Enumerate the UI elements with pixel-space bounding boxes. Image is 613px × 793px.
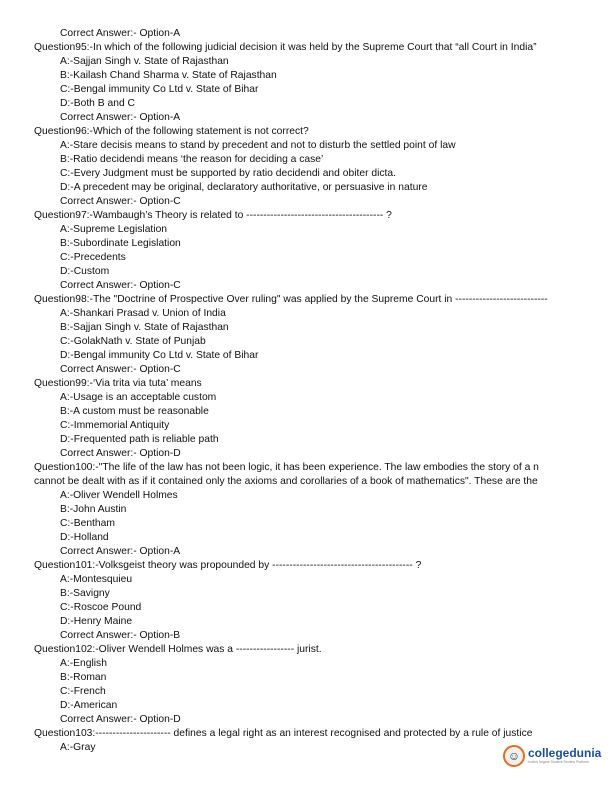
question-line: Question95:-In which of the following judicial decision it was held by the Supreme Court that “all Court in India” bbox=[34, 42, 537, 53]
question-line: Question102:-Oliver Wendell Holmes was a ----------------- jurist. bbox=[34, 644, 322, 655]
option-line: C:-GolakNath v. State of Punjab bbox=[60, 336, 206, 347]
question-line: Question96:-Which of the following statement is not correct? bbox=[34, 126, 309, 137]
option-line: C:-Precedents bbox=[60, 252, 126, 263]
question-document bbox=[0, 27, 613, 755]
question-line: Question101:-Volksgeist theory was propounded by ----------------------------------------- ? bbox=[34, 560, 422, 571]
option-line: D:-Custom bbox=[60, 266, 110, 277]
graduate-avatar-icon: ☺ bbox=[503, 745, 525, 767]
answer-line: Correct Answer:- Option-C bbox=[60, 196, 181, 207]
collegedunia-logo bbox=[503, 740, 607, 772]
question-continuation: cannot be dealt with as if it contained only the axioms and corollaries of a book of mathematics". These are the bbox=[34, 476, 538, 487]
answer-line: Correct Answer:- Option-B bbox=[60, 630, 181, 641]
option-line: B:-John Austin bbox=[60, 504, 127, 515]
option-line: D:-Bengal immunity Co Ltd v. State of Bihar bbox=[60, 350, 259, 361]
question-line: Question99:-‘Via trita via tuta’ means bbox=[34, 378, 202, 389]
logo-brand: collegedunia bbox=[528, 746, 602, 760]
option-line: A:-English bbox=[60, 658, 107, 669]
option-line: D:-Holland bbox=[60, 532, 109, 543]
answer-line: Correct Answer:- Option-A bbox=[60, 28, 181, 39]
option-line: A:-Shankari Prasad v. Union of India bbox=[60, 308, 226, 319]
option-line: D:-A precedent may be original, declaratory authoritative, or persuasive in nature bbox=[60, 182, 428, 193]
option-line: B:-Ratio decidendi means ‘the reason for deciding a case’ bbox=[60, 154, 324, 165]
answer-line: Correct Answer:- Option-D bbox=[60, 448, 181, 459]
option-line: B:-Roman bbox=[60, 672, 107, 683]
option-line: B:-Subordinate Legislation bbox=[60, 238, 181, 249]
option-line: B:-Savigny bbox=[60, 588, 110, 599]
question-line: Question103:---------------------- defines a legal right as an interest recognised and protected by a rule of justice bbox=[34, 728, 533, 739]
option-line: D:-Both B and C bbox=[60, 98, 135, 109]
answer-line: Correct Answer:- Option-D bbox=[60, 714, 181, 725]
option-line: D:-Henry Maine bbox=[60, 616, 133, 627]
option-line: C:-French bbox=[60, 686, 106, 697]
option-line: B:-A custom must be reasonable bbox=[60, 406, 209, 417]
option-line: C:-Immemorial Antiquity bbox=[60, 420, 170, 431]
option-line: C:-Roscoe Pound bbox=[60, 602, 142, 613]
answer-line: Correct Answer:- Option-A bbox=[60, 546, 181, 557]
question-line: Question97:-Wambaugh’s Theory is related to ---------------------------------------- ? bbox=[34, 210, 392, 221]
option-line: A:-Stare decisis means to stand by precedent and not to disturb the settled point of law bbox=[60, 140, 456, 151]
option-line: D:-Frequented path is reliable path bbox=[60, 434, 219, 445]
logo-tagline: India's largest Student Review Platform bbox=[528, 760, 589, 764]
answer-line: Correct Answer:- Option-C bbox=[60, 364, 181, 375]
option-line: C:-Bengal immunity Co Ltd v. State of Bihar bbox=[60, 84, 259, 95]
option-line: D:-American bbox=[60, 700, 118, 711]
answer-line: Correct Answer:- Option-A bbox=[60, 112, 181, 123]
question-line: Question100:-"The life of the law has not been logic, it has been experience. The law embodies the story of a n bbox=[34, 462, 539, 473]
option-line: A:-Gray bbox=[60, 742, 96, 753]
question-line: Question98:-The "Doctrine of Prospective Over ruling" was applied by the Supreme Court in --------------------------- bbox=[34, 294, 548, 305]
option-line: C:-Every Judgment must be supported by ratio decidendi and obiter dicta. bbox=[60, 168, 396, 179]
option-line: A:-Usage is an acceptable custom bbox=[60, 392, 217, 403]
option-line: B:-Sajjan Singh v. State of Rajasthan bbox=[60, 322, 229, 333]
option-line: B:-Kailash Chand Sharma v. State of Rajasthan bbox=[60, 70, 277, 81]
option-line: A:-Supreme Legislation bbox=[60, 224, 168, 235]
option-line: A:-Montesquieu bbox=[60, 574, 133, 585]
option-line: C:-Bentham bbox=[60, 518, 115, 529]
answer-line: Correct Answer:- Option-C bbox=[60, 280, 181, 291]
option-line: A:-Oliver Wendell Holmes bbox=[60, 490, 178, 501]
option-line: A:-Sajjan Singh v. State of Rajasthan bbox=[60, 56, 229, 67]
